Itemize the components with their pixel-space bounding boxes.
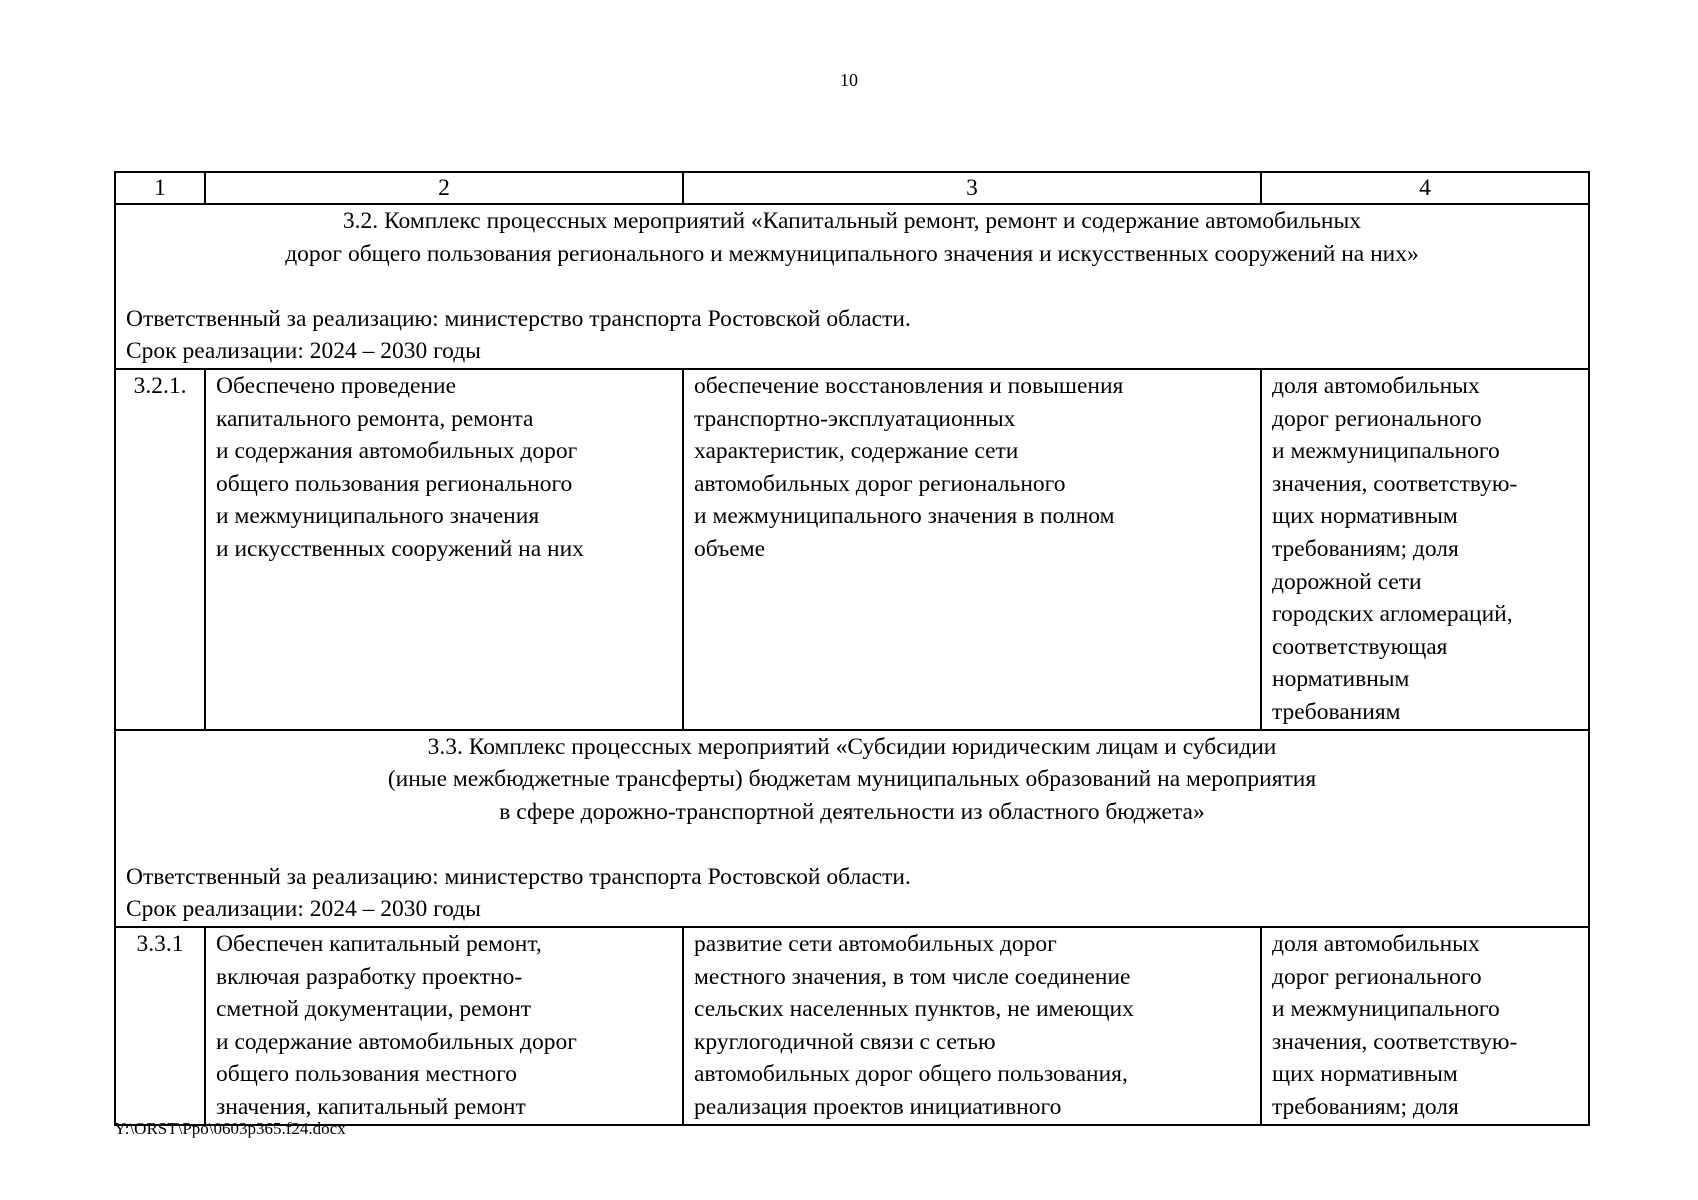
cell-line: транспортно-эксплуатационных <box>694 405 1016 432</box>
table-header-row <box>115 172 1589 204</box>
row-result-cell <box>205 927 683 1125</box>
cell-line: сельских населенных пунктов, не имеющих <box>694 996 1134 1023</box>
cell-line: и содержания автомобильных дорог <box>216 438 578 465</box>
cell-line: и межмуниципального <box>1272 996 1500 1023</box>
cell-line: городских агломераций, <box>1272 601 1513 628</box>
cell-line: объеме <box>694 535 766 562</box>
cell-line: реализация проектов инициативного <box>694 1094 1062 1121</box>
cell-line: автомобильных дорог общего пользования, <box>694 1061 1128 1088</box>
cell-line: обеспечение восстановления и повышения <box>694 372 1124 399</box>
cell-line: доля автомобильных <box>1272 372 1480 399</box>
section-header-3-2 <box>115 204 1589 369</box>
cell-line: дорожной сети <box>1272 568 1422 595</box>
cell-line: значения, капитальный ремонт <box>216 1094 526 1121</box>
section-period: Срок реализации: 2024 – 2030 годы <box>126 338 481 365</box>
section-title-line: (иные межбюджетные трансферты) бюджетам муниципальных образований на мероприятия <box>387 766 1317 793</box>
cell-line: сметной документации, ремонт <box>216 996 532 1023</box>
cell-line: развитие сети автомобильных дорог <box>694 931 1057 958</box>
cell-line: общего пользования регионального <box>216 470 573 497</box>
cell-line: дорог регионального <box>1272 963 1482 990</box>
section-period: Срок реализации: 2024 – 2030 годы <box>126 896 481 923</box>
row-result-cell <box>205 369 683 730</box>
section-responsible: Ответственный за реализацию: министерство транспорта Ростовской области. <box>126 305 911 332</box>
cell-line: доля автомобильных <box>1272 931 1480 958</box>
cell-line: нормативным <box>1272 666 1410 693</box>
cell-line: Обеспечено проведение <box>216 372 457 399</box>
section-responsible: Ответственный за реализацию: министерство транспорта Ростовской области. <box>126 863 911 890</box>
row-description-cell <box>683 369 1261 730</box>
cell-line: значения, соответствую- <box>1272 1028 1518 1055</box>
section-row <box>115 204 1589 369</box>
row-indicator-cell <box>1261 369 1589 730</box>
cell-line: требованиям; доля <box>1272 535 1459 562</box>
cell-line: капитального ремонта, ремонта <box>216 405 534 432</box>
cell-line: и искусственных сооружений на них <box>216 535 584 562</box>
cell-line: и межмуниципального значения <box>216 503 540 530</box>
cell-line: и межмуниципального значения в полном <box>694 503 1115 530</box>
section-title-line: 3.3. Комплекс процессных мероприятий «Субсидии юридическим лицам и субсидии <box>427 733 1277 760</box>
cell-line: автомобильных дорог регионального <box>694 470 1066 497</box>
cell-line: и межмуниципального <box>1272 438 1500 465</box>
table-row <box>115 927 1589 1125</box>
column-header-2: 2 <box>205 172 683 204</box>
section-title-line: дорог общего пользования регионального и межмуниципального значения и искусственных сооружений на них» <box>285 240 1419 267</box>
cell-line: включая разработку проектно- <box>216 963 523 990</box>
cell-line: значения, соответствую- <box>1272 470 1518 497</box>
cell-line: и содержание автомобильных дорог <box>216 1028 577 1055</box>
measures-table <box>114 171 1590 1126</box>
cell-line: круглогодичной связи с сетью <box>694 1028 996 1055</box>
row-indicator-cell <box>1261 927 1589 1125</box>
table-row <box>115 369 1589 730</box>
row-description-cell <box>683 927 1261 1125</box>
cell-line: характеристик, содержание сети <box>694 438 1019 465</box>
cell-line: требованиям <box>1272 698 1401 725</box>
row-number: 3.2.1. <box>115 369 205 730</box>
section-header-3-3 <box>115 730 1589 928</box>
cell-line: щих нормативным <box>1272 1061 1458 1088</box>
cell-line: дорог регионального <box>1272 405 1482 432</box>
footer-file-path: Y:\ORST\Ppo\0603p365.f24.docx <box>114 1119 346 1138</box>
section-title-line: в сфере дорожно-транспортной деятельности из областного бюджета» <box>499 798 1205 825</box>
column-header-3: 3 <box>683 172 1261 204</box>
cell-line: требованиям; доля <box>1272 1094 1459 1121</box>
cell-line: щих нормативным <box>1272 503 1458 530</box>
section-row <box>115 730 1589 928</box>
page-number: 10 <box>840 70 858 90</box>
cell-line: местного значения, в том числе соединение <box>694 963 1131 990</box>
cell-line: Обеспечен капитальный ремонт, <box>216 931 542 958</box>
column-header-1: 1 <box>115 172 205 204</box>
cell-line: соответствующая <box>1272 633 1448 660</box>
row-number: 3.3.1 <box>115 927 205 1125</box>
cell-line: общего пользования местного <box>216 1061 518 1088</box>
column-header-4: 4 <box>1261 172 1589 204</box>
section-title-line: 3.2. Комплекс процессных мероприятий «Капитальный ремонт, ремонт и содержание автомобильных <box>342 208 1362 234</box>
